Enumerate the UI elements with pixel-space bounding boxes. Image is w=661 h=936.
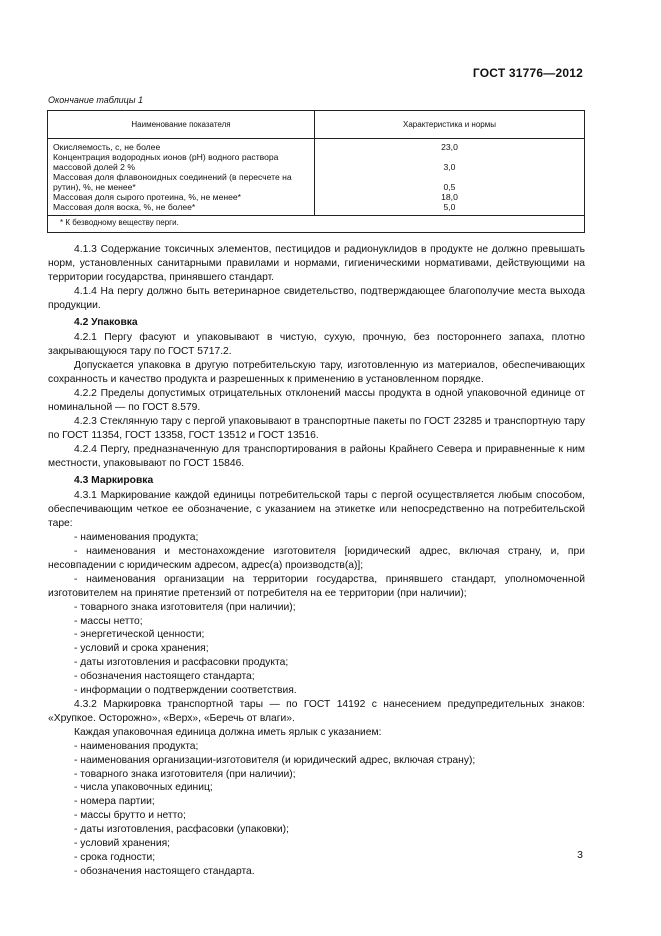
list-item: - массы нетто;: [74, 615, 143, 627]
indicator-name: Концентрация водородных ионов (рН) водного раствора массовой долей 2 %: [53, 152, 279, 172]
document-body: [48, 243, 585, 879]
page-number: 3: [577, 849, 583, 861]
list-item: - номера партии;: [74, 796, 155, 808]
list-item: - обозначения настоящего стандарта;: [74, 671, 255, 683]
list-item: - наименования и местонахождение изготовителя [юридический адрес, включая страну, и, при несовпадении с юридическим адресом, адрес(а) производств(а)];: [48, 546, 585, 571]
clause-4-1-3: 4.1.3 Содержание токсичных элементов, пестицидов и радионуклидов в продукте не должно превышать норм, установленных санитарными правилами и нормами, гигиеническими нормативами, действующими на территории государства, принявшего стандарт.: [48, 244, 585, 283]
section-heading-packaging: 4.2 Упаковка: [74, 316, 138, 328]
list-item: - массы брутто и нетто;: [74, 810, 186, 822]
indicator-name: Массовая доля сырого протеина, %, не менее*: [53, 192, 242, 202]
list-item: - обозначения настоящего стандарта.: [74, 865, 255, 877]
indicator-name: Массовая доля воска, %, не более*: [53, 202, 196, 212]
standard-designation: ГОСТ 31776—2012: [472, 66, 583, 80]
list-item: - наименования продукта;: [74, 532, 199, 544]
list-item: - условий хранения;: [74, 838, 171, 850]
table-footnote-row: [48, 216, 585, 233]
table-caption: Окончание таблицы 1: [48, 95, 143, 105]
list-item: - условий и срока хранения;: [74, 643, 209, 655]
indicator-value: 5,0: [443, 202, 456, 212]
clause-4-3-1: 4.3.1 Маркирование каждой единицы потребительской тары с пергой осуществляется любым способом, обеспечивающим четкое ее обозначение, с указанием на этикетке или непосредственно на потребительской таре:: [48, 490, 585, 530]
indicator-value: 18,0: [441, 192, 458, 202]
list-item: - даты изготовления и расфасовки продукта;: [74, 657, 289, 669]
table-footnote: * К безводному веществу перги.: [48, 216, 585, 233]
indicator-names-cell: [48, 139, 315, 216]
list-item: - срока годности;: [74, 851, 156, 863]
column-header-norms: Характеристика и нормы: [315, 111, 585, 139]
list-item: - энергетической ценности;: [74, 629, 205, 641]
clause-4-3-2: 4.3.2 Маркировка транспортной тары — по ГОСТ 14192 с нанесением предупредительных знаков: «Хрупкое. Осторожно», «Верх», «Беречь от влаги».: [48, 699, 585, 724]
indicator-name: Массовая доля флавоноидных соединений (в пересчете на рутин), %, не менее*: [53, 172, 292, 192]
list-item: - даты изготовления, расфасовки (упаковки);: [74, 824, 289, 836]
list-item: - товарного знака изготовителя (при наличии);: [74, 768, 296, 780]
clause-4-2-4: 4.2.4 Пергу, предназначенную для транспортирования в районы Крайнего Севера и приравненные к ним местности, упаковывают по ГОСТ 15846.: [48, 443, 585, 469]
clause-4-2-1: 4.2.1 Пергу фасуют и упаковывают в чистую, сухую, прочную, без постороннего запаха, плотно закрывающуюся тару по ГОСТ 5717.2.: [48, 332, 585, 358]
clause-4-1-4: 4.1.4 На пергу должно быть ветеринарное свидетельство, подтверждающее благополучие места выхода продукции.: [48, 285, 585, 311]
column-header-indicator: Наименование показателя: [48, 111, 315, 139]
clause-4-2-3: 4.2.3 Стеклянную тару с пергой упаковывают в транспортные пакеты по ГОСТ 23285 и транспортную тару по ГОСТ 11354, ГОСТ 13358, ГОСТ 13512 и ГОСТ 13516.: [48, 415, 585, 441]
indicator-value: 0,5: [443, 182, 456, 192]
indicator-name: Окисляемость, с, не более: [53, 142, 161, 152]
clause-4-3-2-extra: Каждая упаковочная единица должна иметь ярлык с указанием:: [74, 726, 382, 738]
indicator-values-cell: [315, 139, 585, 216]
indicator-value: 23,0: [441, 142, 458, 152]
list-item: - информации о подтверждении соответствия.: [74, 685, 297, 697]
list-item: - наименования организации-изготовителя (и юридический адрес, включая страну);: [74, 754, 476, 766]
list-item: - наименования продукта;: [74, 740, 199, 752]
list-item: - товарного знака изготовителя (при наличии);: [74, 601, 296, 613]
clause-4-2-2: 4.2.2 Пределы допустимых отрицательных отклонений массы продукта в одной упаковочной единице от номинальной — по ГОСТ 8.579.: [48, 388, 585, 413]
indicator-value: 3,0: [443, 162, 456, 172]
table-header-row: [48, 111, 585, 139]
section-heading-marking: 4.3 Маркировка: [74, 474, 154, 486]
clause-4-2-1-extra: Допускается упаковка в другую потребительскую тару, изготовленную из материалов, обеспечивающих сохранность и качество продукта и разрешенных к применению в установленном порядке.: [48, 360, 585, 386]
indicators-table: [47, 110, 585, 233]
list-item: - числа упаковочных единиц;: [74, 782, 213, 794]
table-body-row: [48, 139, 585, 216]
list-item: - наименования организации на территории государства, принявшего стандарт, уполномоченной изготовителем на принятие претензий от потребителя на ее территории (при наличии);: [48, 573, 585, 599]
